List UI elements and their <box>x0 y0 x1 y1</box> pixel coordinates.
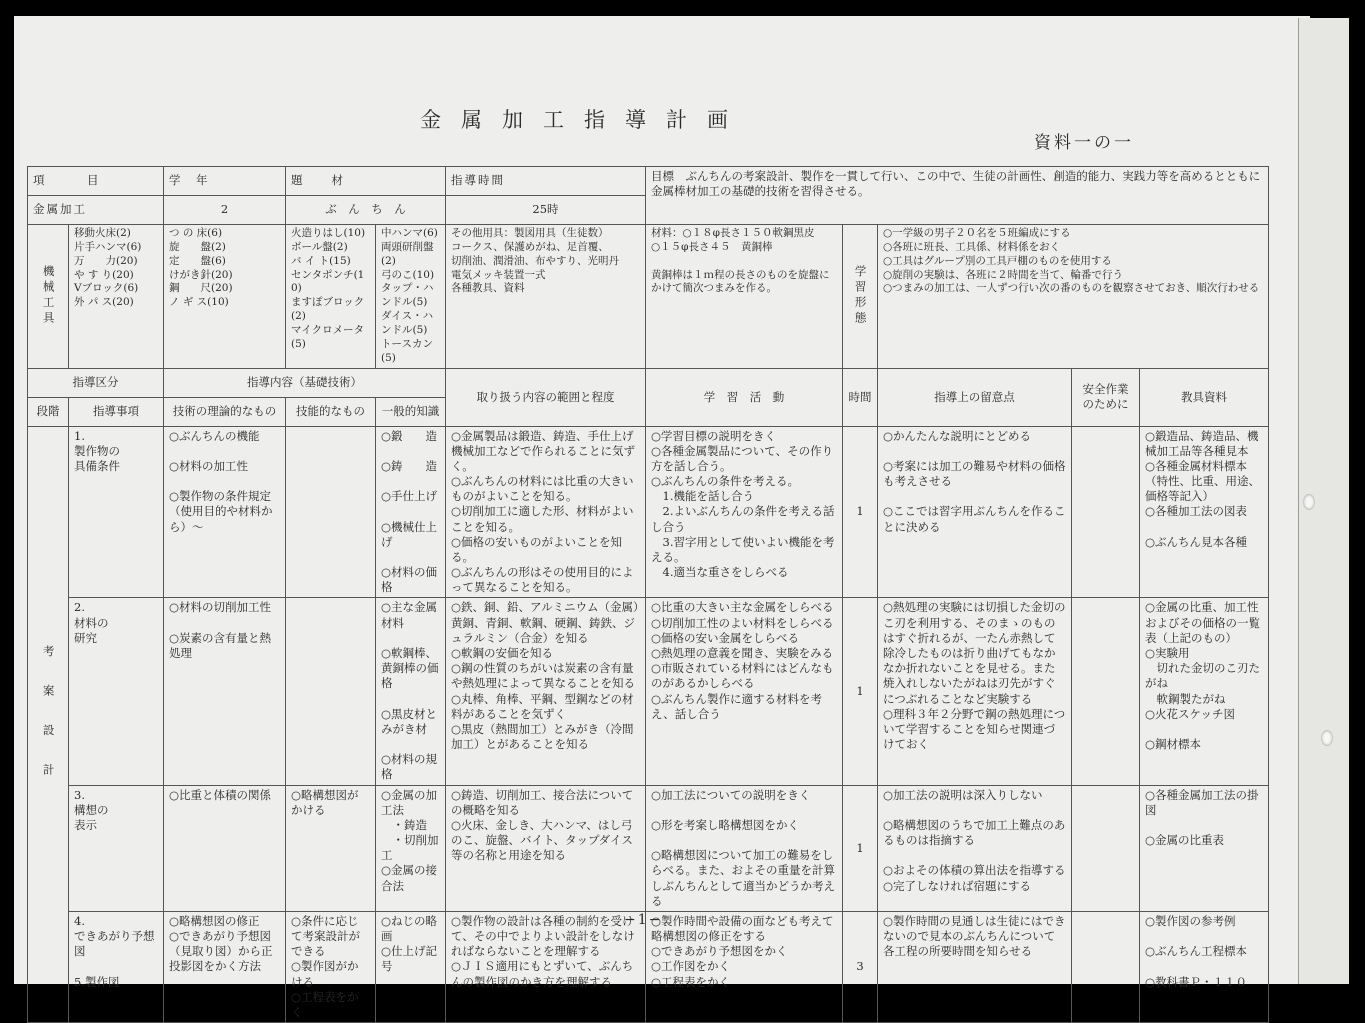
row-hours: 1 <box>843 598 878 785</box>
row-hours: 3 <box>843 911 878 1022</box>
objective-label: 目標 <box>651 169 674 183</box>
hours-header: 時間 <box>843 368 878 426</box>
row-scope: ○鉄、銅、鉛、アルミニウム（金属）黄銅、青銅、軟鋼、硬鋼、鋳鉄、ジュラルミン（合金）を知る ○軟鋼の安価を知る ○鋼の性質のちがいは炭素の含有量や熱処理によって異なることを知る ○丸棒、角棒、平鋼、型鋼などの材料があることを気ずく ○黒皮（熱間加工）とみがき（冷間加工）とがあることを知る <box>446 598 646 785</box>
table-row <box>28 785 1269 911</box>
stage-label: 考案設計 <box>28 426 69 1023</box>
machines-col2: つ の 床(6) 旋 盤(2) 定 盤(6) けがき針(20) 鋼 尺(20) ノ ギ ス(10) <box>164 225 286 369</box>
row-item: 3. 構想の 表示 <box>69 785 164 911</box>
row-scope: ○鋳造、切削加工、接合法についての概略を知る ○火床、金しき、大ハンマ、はし弓のこ、旋盤、バイト、タップダイス等の名称と用途を知る <box>446 785 646 911</box>
activity-header: 学 習 活 動 <box>646 368 843 426</box>
knowledge-header: 一般的知識 <box>376 397 446 426</box>
row-item: 2. 材料の 研究 <box>69 598 164 785</box>
row-safety <box>1072 598 1140 785</box>
table-row <box>28 598 1269 785</box>
row-safety <box>1072 911 1140 1022</box>
row-skill <box>286 598 376 785</box>
materials: 材料：○１８φ長さ１５０軟鋼黒皮 ○１５φ長さ４５ 黄銅棒 黄銅棒は１ｍ程の長さのものを旋盤にかけて簡次つまみを作る。 <box>646 225 843 369</box>
safety-header: 安全作業のために <box>1072 368 1140 426</box>
row-knowledge: ○主な金属材料 ○軟鋼棒、黄銅棒の価格 ○黒皮材とみがき材 ○材料の規格 <box>376 598 446 785</box>
binder-hole <box>1303 494 1315 510</box>
material-label: 題 材 <box>286 167 446 196</box>
row-item: 1. 製作物の 具備条件 <box>69 426 164 598</box>
row-activity: ○製作時間や設備の面なども考えて略構想図の修正をする ○できあがり予想図をかく ○工作図をかく ○工程表をかく <box>646 911 843 1022</box>
table-row <box>28 426 1269 598</box>
row-activity: ○比重の大きい主な金属をしらべる ○切削加工性のよい材料をしらべる ○価格の安い金属をしらべる ○熱処理の意義を聞き、実験をみる ○市販されている材料にはどんなものがあるかしらべる ○ぶんちん製作に適する材料を考え、話し合う <box>646 598 843 785</box>
row-hours: 1 <box>843 785 878 911</box>
other-tools: その他用具：製図用具（生徒数） コークス、保護めがね、足首覆、 切削油、潤滑油、布やすり、光明丹 電気メッキ装置一式 各種教具、資料 <box>446 225 646 369</box>
row-knowledge: ○金属の加工法 ・鋳造 ・切削加工 ○金属の接合法 <box>376 785 446 911</box>
time-value: 25時 <box>446 196 646 225</box>
row-aids: ○金属の比重、加工性およびその価格の一覧表（上記のもの） ○実験用 切れた金切のこ刃たがね 軟鋼製たがね ○火花スケッチ図 ○鋼材標本 <box>1140 598 1269 785</box>
time-label: 指導時間 <box>446 167 646 196</box>
row-theory: ○材料の切削加工性 ○炭素の含有量と熱処理 <box>164 598 286 785</box>
item-value: 金属加工 <box>28 196 164 225</box>
machines-col4: 中ハンマ(6) 両頭研削盤(2) 弓のこ(10) タップ・ハンドル(5) ダイス・ハンドル(5) トースカン(5) <box>376 225 446 369</box>
row-notes: ○加工法の説明は深入りしない ○略構想図のうちで加工上難点のあるものは指摘する ○およその体積の算出法を指導する ○完了しなければ宿題にする <box>878 785 1072 911</box>
skill-header: 技能的なもの <box>286 397 376 426</box>
machines-label: 機械工具 <box>28 225 69 369</box>
row-notes: ○かんたんな説明にとどめる ○考案には加工の難易や材料の価格も考えさせる ○ここでは習字用ぶんちんを作ることに決める <box>878 426 1072 598</box>
row-item: 4. できあがり予想図 5.製作図 <box>69 911 164 1022</box>
grade-value: 2 <box>164 196 286 225</box>
row-scope: ○製作物の設計は各種の制約を受けて、その中でよりよい設計をしなければならないことを理解する ○ＪＩＳ適用にもとずいて、ぶんちんの製作図のかき方を理解する <box>446 911 646 1022</box>
learning-form: ○一学級の男子２０名を５班編成にする ○各班に班長、工具係、材料係をおく ○工具はグループ別の工具戸棚のものを使用する ○旋削の実験は、各班に２時間を当て、輪番で行う ○つまみの加工は、一人ずつ行い次の番のものを観察させておき、順次行わせる <box>878 225 1269 369</box>
plan-table <box>27 166 1269 1023</box>
stage-header: 段階 <box>28 397 69 426</box>
row-activity: ○加工法についての説明をきく ○形を考案し略構想図をかく ○略構想図について加工の難易をしらべる。また、およその重量を計算しぶんちんとして適当かどうか考える <box>646 785 843 911</box>
reference-label: 資料一の一 <box>1034 133 1134 153</box>
row-aids: ○製作図の参考例 ○ぶんちん工程標本 ○教科書Ｐ・１１０ <box>1140 911 1269 1022</box>
page-flap <box>1298 18 1349 984</box>
row-aids: ○鍛造品、鋳造品、機械加工品等各種見本 ○各種金属材料標本（特性、比重、用途、価格等記入） ○各種加工法の図表 ○ぶんちん見本各種 <box>1140 426 1269 598</box>
guidance-item-header: 指導事項 <box>69 397 164 426</box>
theory-header: 技術の理論的なもの <box>164 397 286 426</box>
row-notes: ○製作時間の見通しは生徒にはできないので見本のぶんちんについて各工程の所要時間を知らせる <box>878 911 1072 1022</box>
scope-header: 取り扱う内容の範囲と程度 <box>446 368 646 426</box>
row-scope: ○金属製品は鍛造、鋳造、手仕上げ機械加工などで作られることに気ずく。 ○ぶんちんの材料には比重の大きいものがよいことを知る。 ○切削加工に適した形、材料がよいことを知る。 ○価格の安いものがよいことを知る。 ○ぶんちんの形はその使用目的によって異なることを知る。 <box>446 426 646 598</box>
other-tools-label: その他用具 <box>451 227 504 239</box>
guidance-content-header: 指導内容（基礎技術） <box>164 368 446 397</box>
grade-label: 学 年 <box>164 167 286 196</box>
row-theory: ○略構想図の修正 ○できあがり予想図（見取り図）から正投影図をかく方法 <box>164 911 286 1022</box>
row-aids: ○各種金属加工法の掛図 ○金属の比重表 <box>1140 785 1269 911</box>
row-activity: ○学習目標の説明をきく ○各種金属製品について、その作り方を話し合う。 ○ぶんちんの条件を考える。 1.機能を話し合う 2.よいぶんちんの条件を考える話し合う 3.習字用として使いよい機能を考える。 4.適当な重さをしらべる <box>646 426 843 598</box>
material-value: ぶ ん ち ん <box>286 196 446 225</box>
page-number: −1− <box>624 912 663 928</box>
guidance-division-header: 指導区分 <box>28 368 164 397</box>
page-title: 金属加工指導計画 <box>420 108 748 132</box>
form-label: 学習形態 <box>843 225 878 369</box>
binder-hole <box>1321 730 1333 746</box>
row-skill <box>286 426 376 598</box>
materials-label: 材料 <box>651 227 672 239</box>
row-skill: ○条件に応じて考案設計ができる ○製作図がかける ○工程表をかく <box>286 911 376 1022</box>
row-safety <box>1072 785 1140 911</box>
row-hours: 1 <box>843 426 878 598</box>
machines-col3: 火造りはし(10) ボール盤(2) バ イ ト(15) センタポンチ(10) ますぽブロック(2) マイクロメータ(5) <box>286 225 376 369</box>
table-row <box>28 911 1269 1022</box>
notes-header: 指導上の留意点 <box>878 368 1072 426</box>
objective-text: 目標 ぶんちんの考案設計、製作を一貫して行い、この中で、生徒の計画性、創造的能力、実践力等を高めるとともに金属棒材加工の基礎的技術を習得させる。 <box>646 167 1269 225</box>
item-label: 項 目 <box>28 167 164 196</box>
row-safety <box>1072 426 1140 598</box>
row-notes: ○熱処理の実験には切損した金切のこ刃を利用する、そのまゝのものはすぐ折れるが、一たん赤熱して除冷したものは折り曲げてもなかなか折れないことを見せる。また焼入れしないたがねは刃先がすぐにつぶれることなど実験する ○理科３年２分野で鋼の熱処理について学習することを知らせ関連づけておく <box>878 598 1072 785</box>
aids-header: 教具資料 <box>1140 368 1269 426</box>
row-knowledge: ○ねじの略画 ○仕上げ記号 <box>376 911 446 1022</box>
row-knowledge: ○鍛 造 ○鋳 造 ○手仕上げ ○機械仕上げ ○材料の価格 <box>376 426 446 598</box>
row-skill: ○略構想図がかける <box>286 785 376 911</box>
row-theory: ○ぶんちんの機能 ○材料の加工性 ○製作物の条件規定（使用目的や材料から）～ <box>164 426 286 598</box>
row-theory: ○比重と体積の関係 <box>164 785 286 911</box>
machines-col1: 移動火床(2) 片手ハンマ(6) 万 力(20) や す り(20) Vブロック(6) 外 パ ス(20) <box>69 225 164 369</box>
